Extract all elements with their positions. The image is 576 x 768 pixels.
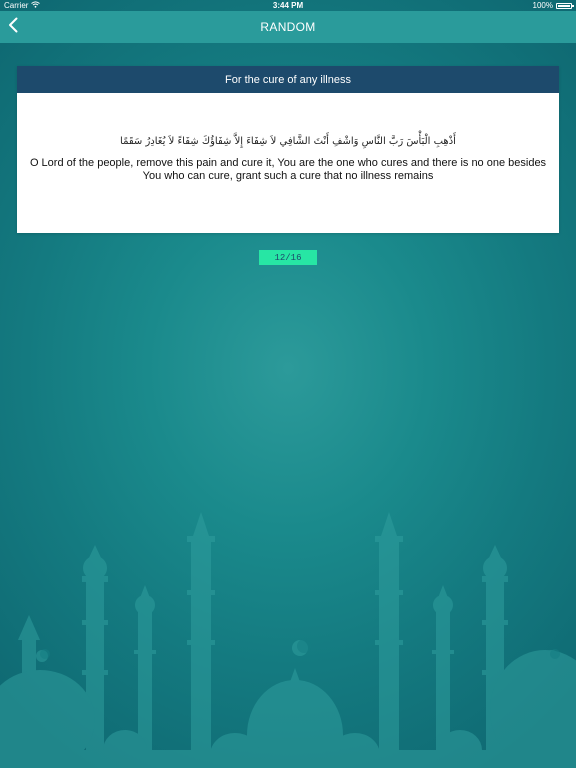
page-title: RANDOM [260,20,316,34]
status-right [533,1,572,10]
dua-title: For the cure of any illness [17,66,559,93]
dua-arabic-text: أَذْهِبِ الْبَأْسَ رَبَّ النَّاسِ وَاشْفِ أَنْتَ الشَّافِي لاَ شِفَاءَ إِلاَّ شِفَاؤُكَ شِفَاءً لاَ يُغَادِرُ سَقَمًا [120,136,456,147]
mosque-silhouette-icon [0,500,576,768]
dua-card [17,66,559,233]
status-time: 3:44 PM [272,1,304,10]
battery-cap [572,5,574,7]
battery-fill [558,5,570,7]
carrier-label: Carrier [4,1,29,10]
page-counter: 12/16 [259,250,317,265]
nav-bar [0,11,576,43]
dua-translation-text: O Lord of the people, remove this pain and cure it, You are the one who cures and there is no one besides You who can cure, grant such a cure that no illness remains [29,157,547,182]
battery-icon [556,3,572,9]
battery-percent: 100% [532,1,553,10]
dua-body [17,93,559,183]
status-bar [0,0,576,11]
